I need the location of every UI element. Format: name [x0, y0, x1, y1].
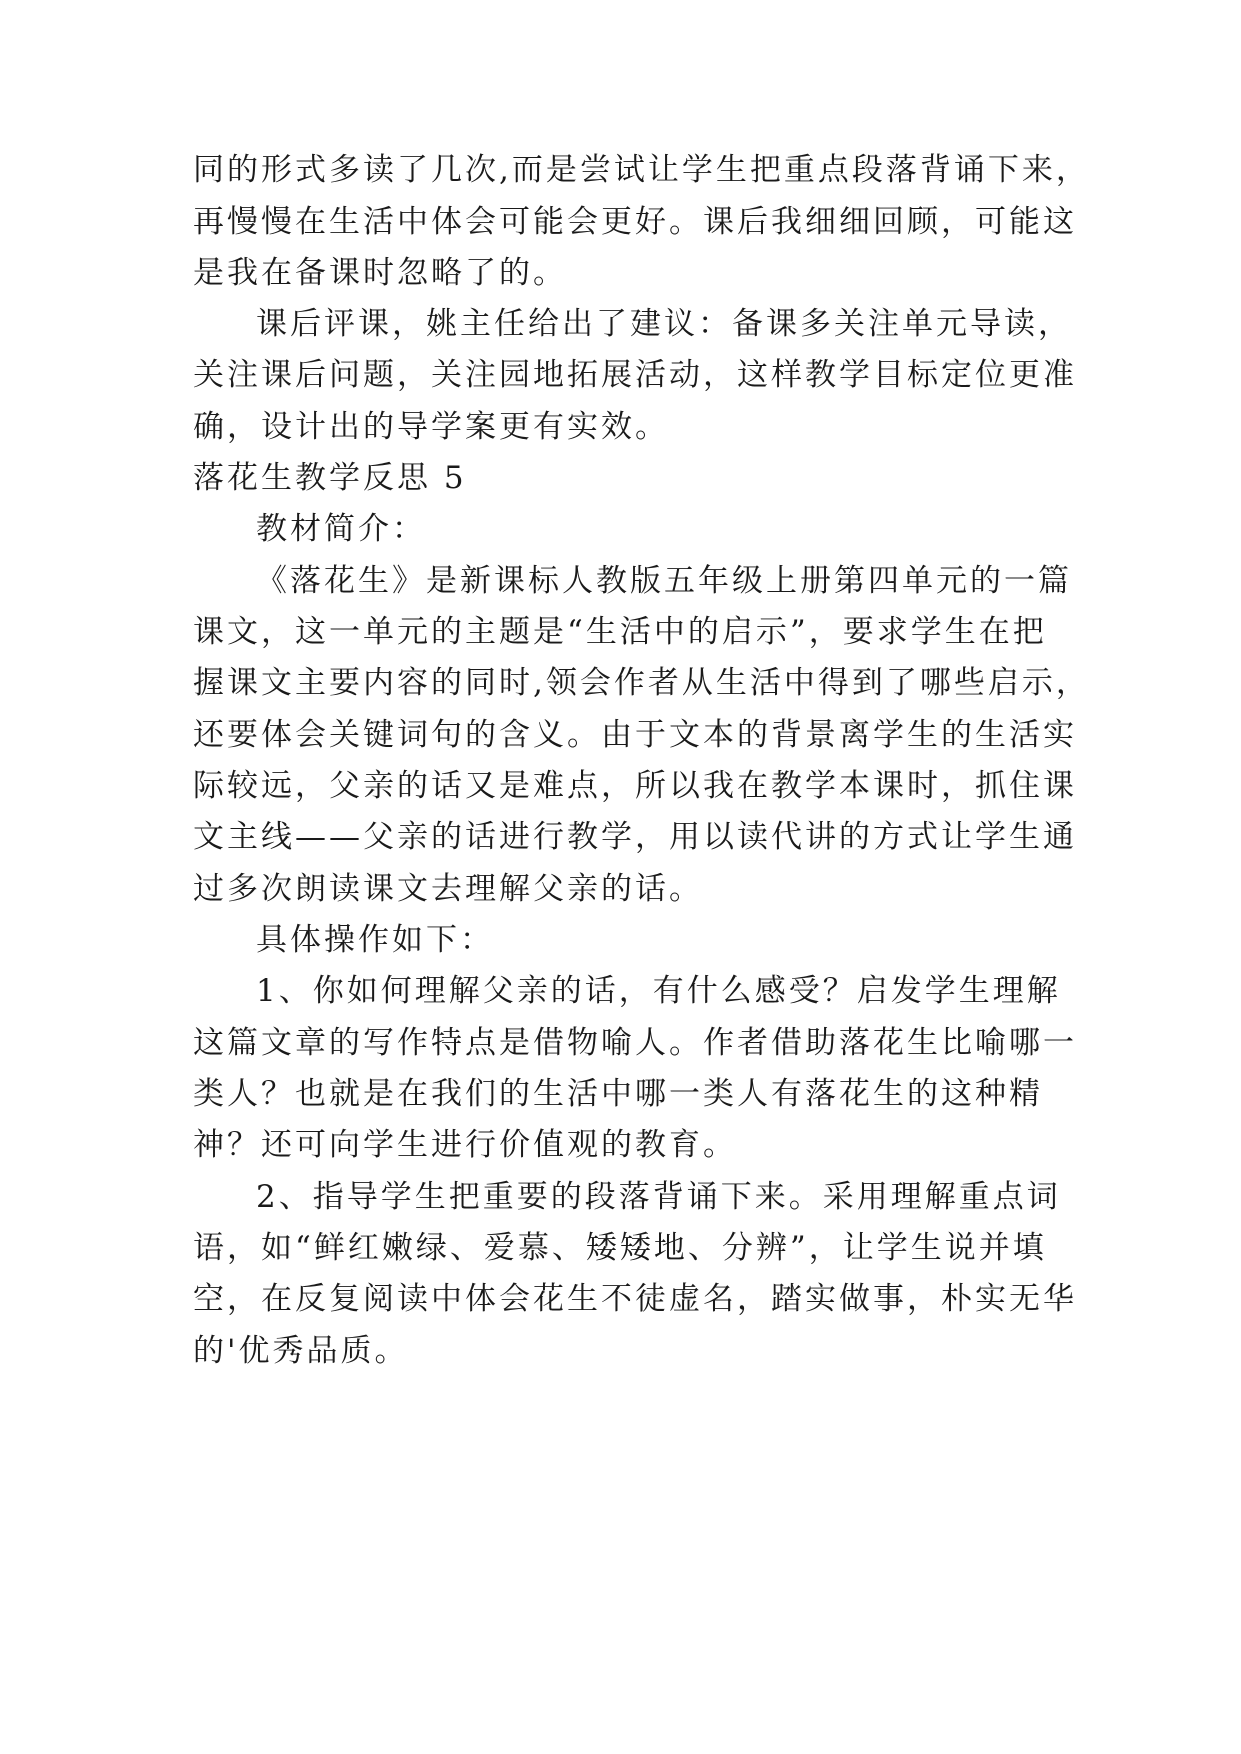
text-line: 1、你如何理解父亲的话，有什么感受？启发学生理解 — [256, 973, 1061, 1009]
text-line: 再慢慢在生活中体会可能会更好。课后我细细回顾，可能这 — [193, 204, 1077, 240]
text-line: 还要体会关键词句的含义。由于文本的背景离学生的生活实 — [193, 717, 1077, 753]
text-line: 空，在反复阅读中体会花生不徒虚名，踏实做事，朴实无华 — [193, 1281, 1077, 1317]
text-line: 具体操作如下： — [256, 922, 494, 958]
text-line: 这篇文章的写作特点是借物喻人。作者借助落花生比喻哪一 — [193, 1025, 1077, 1061]
text-line: 过多次朗读课文去理解父亲的话。 — [193, 871, 703, 907]
text-line: 课后评课，姚主任给出了建议：备课多关注单元导读， — [256, 306, 1072, 342]
text-line: 握课文主要内容的同时,领会作者从生活中得到了哪些启示， — [193, 665, 1090, 701]
text-line: 同的形式多读了几次,而是尝试让学生把重点段落背诵下来， — [193, 152, 1090, 188]
text-line: 确，设计出的导学案更有实效。 — [193, 409, 669, 445]
text-line: 教材简介： — [256, 511, 426, 547]
text-line: 际较远，父亲的话又是难点，所以我在教学本课时，抓住课 — [193, 768, 1077, 804]
section-heading: 落花生教学反思 5 — [193, 460, 467, 496]
text-line: 的'优秀品质。 — [193, 1333, 409, 1369]
text-line: 课文，这一单元的主题是“生活中的启示”，要求学生在把 — [193, 614, 1047, 650]
text-line: 语，如“鲜红嫩绿、爱慕、矮矮地、分辨”，让学生说并填 — [193, 1230, 1047, 1266]
text-line: 类人？也就是在我们的生活中哪一类人有落花生的这种精 — [193, 1076, 1043, 1112]
text-line: 神？还可向学生进行价值观的教育。 — [193, 1127, 737, 1163]
text-line: 《落花生》是新课标人教版五年级上册第四单元的一篇 — [256, 563, 1072, 599]
text-line: 2、指导学生把重要的段落背诵下来。采用理解重点词 — [256, 1179, 1061, 1215]
text-line: 关注课后问题，关注园地拓展活动，这样教学目标定位更准 — [193, 357, 1077, 393]
text-line: 是我在备课时忽略了的。 — [193, 255, 567, 291]
text-line: 文主线——父亲的话进行教学，用以读代讲的方式让学生通 — [193, 819, 1077, 855]
